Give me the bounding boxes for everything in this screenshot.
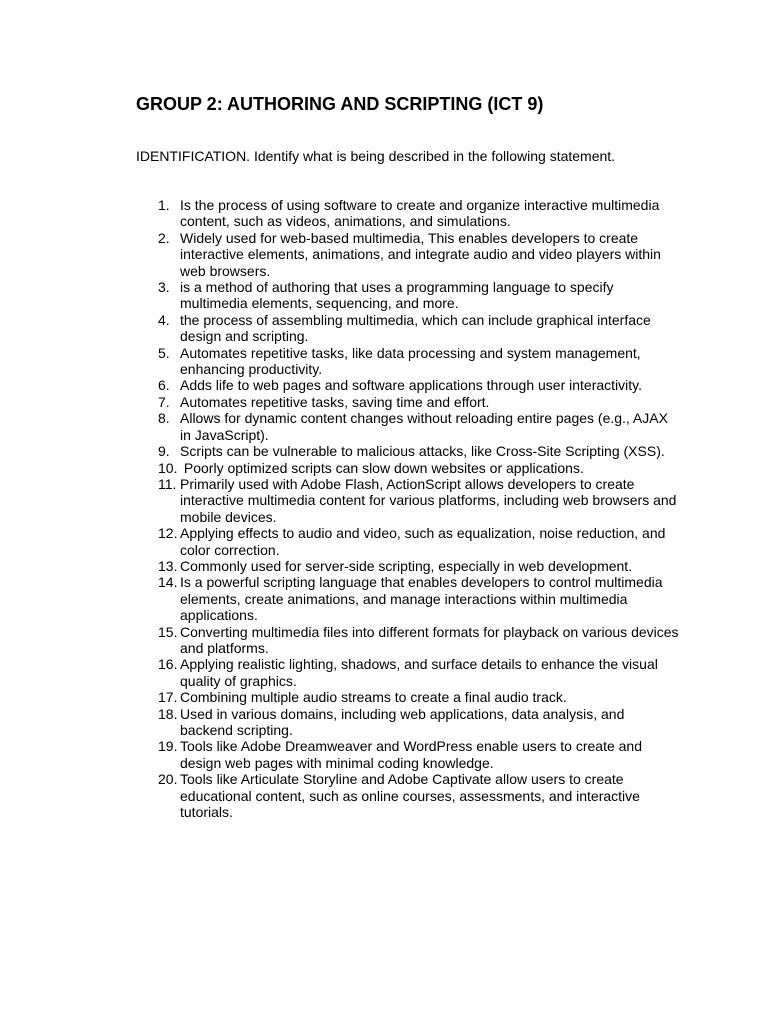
list-item [136, 345, 681, 378]
list-item [136, 312, 681, 345]
question-text: Scripts can be vulnerable to malicious attacks, like Cross-Site Scripting (XSS). [180, 443, 665, 460]
question-text: Applying effects to audio and video, such as equalization, noise reduction, and color correction. [180, 525, 670, 558]
question-number: 1. [158, 197, 170, 213]
list-item [136, 460, 681, 476]
question-text: Primarily used with Adobe Flash, ActionScript allows developers to create interactive multimedia content for various platforms, including web browsers and mobile devices. [180, 475, 681, 525]
question-number: 15. [158, 623, 178, 640]
question-text: Used in various domains, including web applications, data analysis, and backend scripting. [180, 705, 629, 738]
question-number: 17. [158, 689, 178, 706]
question-text: Widely used for web-based multimedia, This enables developers to create interactive elements, animations, and integrate audio and video players within web browsers. [180, 229, 665, 279]
question-text: Adds life to web pages and software applications through user interactivity. [180, 377, 642, 394]
list-item [136, 410, 681, 443]
list-item [136, 738, 681, 771]
list-item [136, 394, 681, 410]
question-number: 4. [158, 311, 170, 328]
question-number: 14. [158, 574, 178, 591]
question-number: 9. [158, 443, 170, 460]
question-text: Commonly used for server-side scripting, especially in web development. [180, 557, 633, 574]
question-list [136, 197, 681, 820]
list-item [136, 771, 681, 820]
list-item [136, 377, 681, 393]
question-text: the process of assembling multimedia, which can include graphical interface design and scripting. [180, 311, 655, 345]
question-number: 12. [158, 525, 178, 542]
list-item [136, 624, 681, 657]
list-item [136, 689, 681, 705]
question-number: 18. [158, 705, 178, 722]
list-item [136, 197, 681, 230]
question-number: 19. [158, 738, 178, 755]
question-text: Allows for dynamic content changes without reloading entire pages (e.g., AJAX in JavaScript). [180, 410, 672, 443]
question-number: 16. [158, 656, 178, 673]
list-item [136, 574, 681, 623]
question-number: 6. [158, 377, 170, 394]
list-item [136, 656, 681, 689]
question-number: 13. [158, 557, 178, 574]
question-text: Tools like Adobe Dreamweaver and WordPress enable users to create and design web pages with minimal coding knowledge. [180, 738, 646, 771]
list-item [136, 558, 681, 574]
question-text: Applying realistic lighting, shadows, and surface details to enhance the visual quality of graphics. [180, 656, 662, 689]
question-text: Poorly optimized scripts can slow down websites or applications. [180, 459, 584, 476]
question-text: Combining multiple audio streams to create a final audio track. [180, 689, 567, 706]
list-item [136, 443, 681, 459]
question-text: Is the process of using software to create and organize interactive multimedia content, such as videos, animations, and simulations. [180, 197, 664, 230]
question-text: Converting multimedia files into different formats for playback on various devices and platforms. [180, 623, 683, 656]
question-text: Is a powerful scripting language that enables developers to control multimedia elements, create animations, and manage interactions within multimedia applications. [180, 574, 667, 624]
question-text: Tools like Articulate Storyline and Adobe Captivate allow users to create educational content, such as online courses, assessments, and interactive tutorials. [180, 771, 644, 821]
list-item [136, 230, 681, 279]
page-title: GROUP 2: AUTHORING AND SCRIPTING (ICT 9) [136, 94, 544, 114]
question-text: Automates repetitive tasks, like data processing and system management, enhancing productivity. [180, 344, 645, 378]
question-number: 5. [158, 344, 170, 361]
question-number: 11. [158, 475, 177, 492]
question-text: Automates repetitive tasks, saving time and effort. [180, 393, 490, 410]
question-number: 10. [158, 459, 178, 476]
question-number: 20. [158, 771, 178, 788]
question-number: 2. [158, 229, 170, 246]
instruction-text: IDENTIFICATION. Identify what is being described in the following statement. [136, 148, 616, 164]
list-item [136, 279, 681, 312]
question-number: 3. [158, 279, 170, 296]
list-item [136, 706, 681, 739]
list-item [136, 476, 681, 525]
question-text: is a method of authoring that uses a programming language to specify multimedia elements, sequencing, and more. [180, 279, 618, 312]
list-item [136, 525, 681, 558]
question-number: 8. [158, 410, 170, 427]
question-number: 7. [158, 393, 170, 410]
